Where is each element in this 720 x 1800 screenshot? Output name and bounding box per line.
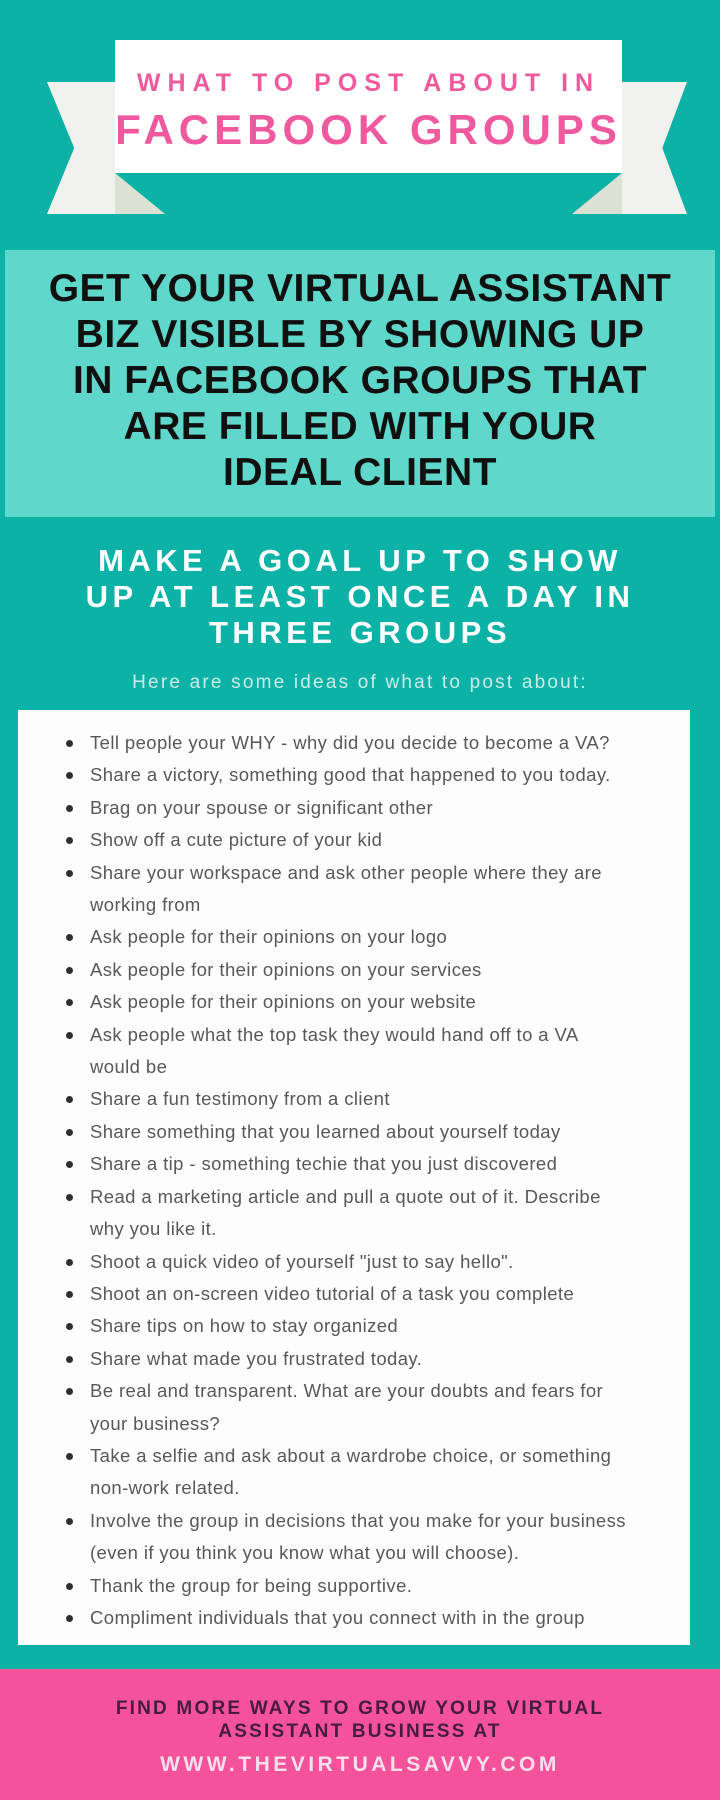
list-item: Take a selfie and ask about a wardrobe choice, or something non-work related. bbox=[72, 1440, 628, 1505]
intro-headline-line: BIZ VISIBLE BY SHOWING UP bbox=[75, 313, 645, 356]
goal-heading-line: THREE GROUPS bbox=[208, 615, 512, 650]
list-item: Read a marketing article and pull a quote out of it. Describe why you like it. bbox=[72, 1181, 628, 1246]
list-item: Ask people for their opinions on your logo bbox=[72, 921, 628, 953]
list-item: Ask people for their opinions on your services bbox=[72, 954, 628, 986]
title-banner bbox=[115, 40, 622, 173]
list-item: Shoot an on-screen video tutorial of a task you complete bbox=[72, 1278, 628, 1310]
title-ribbon bbox=[0, 0, 720, 250]
list-item: Tell people your WHY - why did you decide to become a VA? bbox=[72, 727, 628, 759]
footer-section bbox=[0, 1669, 720, 1800]
intro-section bbox=[5, 250, 715, 517]
goal-heading-line: MAKE A GOAL UP TO SHOW bbox=[98, 543, 622, 578]
intro-headline bbox=[5, 266, 715, 496]
ideas-list bbox=[72, 727, 628, 1634]
list-item: Ask people what the top task they would hand off to a VA would be bbox=[72, 1019, 628, 1084]
footer-heading: FIND MORE WAYS TO GROW YOUR VIRTUAL ASSISTANT BUSINESS AT bbox=[115, 1698, 605, 1742]
list-item: Compliment individuals that you connect with in the group bbox=[72, 1602, 628, 1634]
list-item: Share your workspace and ask other people where they are working from bbox=[72, 857, 628, 922]
goal-section bbox=[0, 543, 720, 694]
list-item: Share what made you frustrated today. bbox=[72, 1343, 628, 1375]
footer-url: WWW.THEVIRTUALSAVVY.COM bbox=[160, 1753, 560, 1776]
intro-headline-line: IN FACEBOOK GROUPS THAT bbox=[72, 359, 648, 402]
list-item: Be real and transparent. What are your doubts and fears for your business? bbox=[72, 1375, 628, 1440]
ribbon-tail-right bbox=[622, 82, 687, 214]
list-item: Involve the group in decisions that you make for your business (even if you think you know what you will choose). bbox=[72, 1505, 628, 1570]
list-item: Share a victory, something good that happened to you today. bbox=[72, 759, 628, 791]
ribbon-tail-left bbox=[47, 82, 115, 214]
list-item: Thank the group for being supportive. bbox=[72, 1570, 628, 1602]
list-item: Brag on your spouse or significant other bbox=[72, 792, 628, 824]
list-item: Show off a cute picture of your kid bbox=[72, 824, 628, 856]
intro-headline-line: GET YOUR VIRTUAL ASSISTANT bbox=[48, 267, 672, 310]
banner-kicker: WHAT TO POST ABOUT IN bbox=[136, 69, 601, 97]
list-item: Shoot a quick video of yourself "just to say hello". bbox=[72, 1246, 628, 1278]
list-item: Share a tip - something techie that you just discovered bbox=[72, 1148, 628, 1180]
goal-heading bbox=[0, 543, 720, 651]
list-item: Share something that you learned about yourself today bbox=[72, 1116, 628, 1148]
list-item: Share tips on how to stay organized bbox=[72, 1310, 628, 1342]
ribbon-fold-left bbox=[115, 173, 165, 214]
goal-heading-line: UP AT LEAST ONCE A DAY IN bbox=[85, 579, 635, 614]
ideas-card bbox=[18, 710, 690, 1645]
list-item: Ask people for their opinions on your website bbox=[72, 986, 628, 1018]
list-item: Share a fun testimony from a client bbox=[72, 1083, 628, 1115]
intro-headline-line: ARE FILLED WITH YOUR bbox=[123, 405, 597, 448]
goal-subheading: Here are some ideas of what to post about: bbox=[132, 672, 588, 693]
banner-title: FACEBOOK GROUPS bbox=[115, 106, 622, 153]
ribbon-fold-right bbox=[572, 173, 622, 214]
intro-headline-line: IDEAL CLIENT bbox=[223, 451, 497, 494]
